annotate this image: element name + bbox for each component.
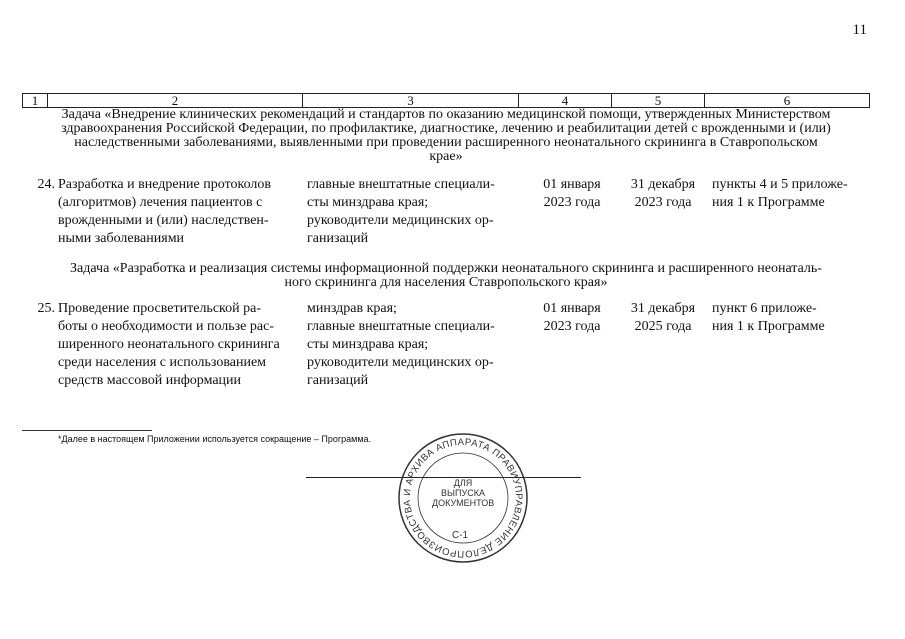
start-date: 01 января 2023 года (543, 177, 601, 210)
task-line: Задача «Разработка и реализация системы информационной поддержки неонатального скрининга и расширенного неонаталь- (70, 261, 822, 276)
row-number: 25. (37, 301, 55, 316)
footnote-divider (22, 430, 152, 431)
task-line: крае» (429, 149, 463, 164)
footnote: *Далее в настоящем Приложении используется сокращение – Программа. (58, 434, 372, 444)
col-num-6: 6 (705, 94, 870, 108)
end-date: 31 декабря 2025 года (630, 301, 696, 334)
col-num-2: 2 (48, 94, 303, 108)
seal-center-text: ДЛЯ ВЫПУСКА ДОКУМЕНТОВ (432, 478, 495, 508)
col-num-4: 4 (519, 94, 612, 108)
task-heading-information (22, 262, 870, 290)
seal-ring-text: УПРАВЛЕНИЕ ДЕЛОПРОИЗВОДСТВА И АРХИВА АППАРАТА ПРАВИТЕЛЬСТВА (401, 436, 525, 560)
task-line: Задача «Внедрение клинических рекомендаций и стандартов по оказанию медицинской помощи, утвержденных Министерством (61, 107, 831, 122)
seal-code: С-1 (452, 530, 469, 541)
col-num-3: 3 (303, 94, 519, 108)
task-line: здравоохранения Российской Федерации, по профилактике, диагностике, лечению и реабилитации детей с врожденными и (или) (61, 121, 831, 136)
row-number: 24. (37, 177, 55, 192)
col-num-5: 5 (612, 94, 705, 108)
end-date: 31 декабря 2023 года (630, 177, 696, 210)
start-date: 01 января 2023 года (543, 301, 601, 334)
executors: главные внештатные специали- сты минздрава края; руководители медицинских ор- ганизаций (307, 177, 495, 246)
measure-name: Проведение просветительской ра- боты о необходимости и пользе рас- ширенного неонатального скрининга среди населения с использованием средств массовой информации (58, 301, 280, 388)
task-heading-clinical (22, 108, 870, 164)
program-reference: пункты 4 и 5 приложе- ния 1 к Программе (712, 177, 848, 210)
col-num-1: 1 (23, 94, 48, 108)
measure-name: Разработка и внедрение протоколов (алгоритмов) лечения пациентов с врожденными и (или) наследствен- ными заболеваниями (58, 177, 272, 246)
task-line: наследственными заболеваниями, выявленными при проведении расширенного неонатального скрининга в Ставропольском (74, 135, 818, 150)
executors: минздрав края; главные внештатные специали- сты минздрава края; руководители медицинских ор- ганизаций (307, 301, 495, 388)
page-number: 11 (852, 22, 867, 38)
program-reference: пункт 6 приложе- ния 1 к Программе (712, 301, 825, 334)
column-numbers-header (22, 93, 870, 108)
task-line: ного скрининга для населения Ставропольского края» (284, 275, 608, 290)
